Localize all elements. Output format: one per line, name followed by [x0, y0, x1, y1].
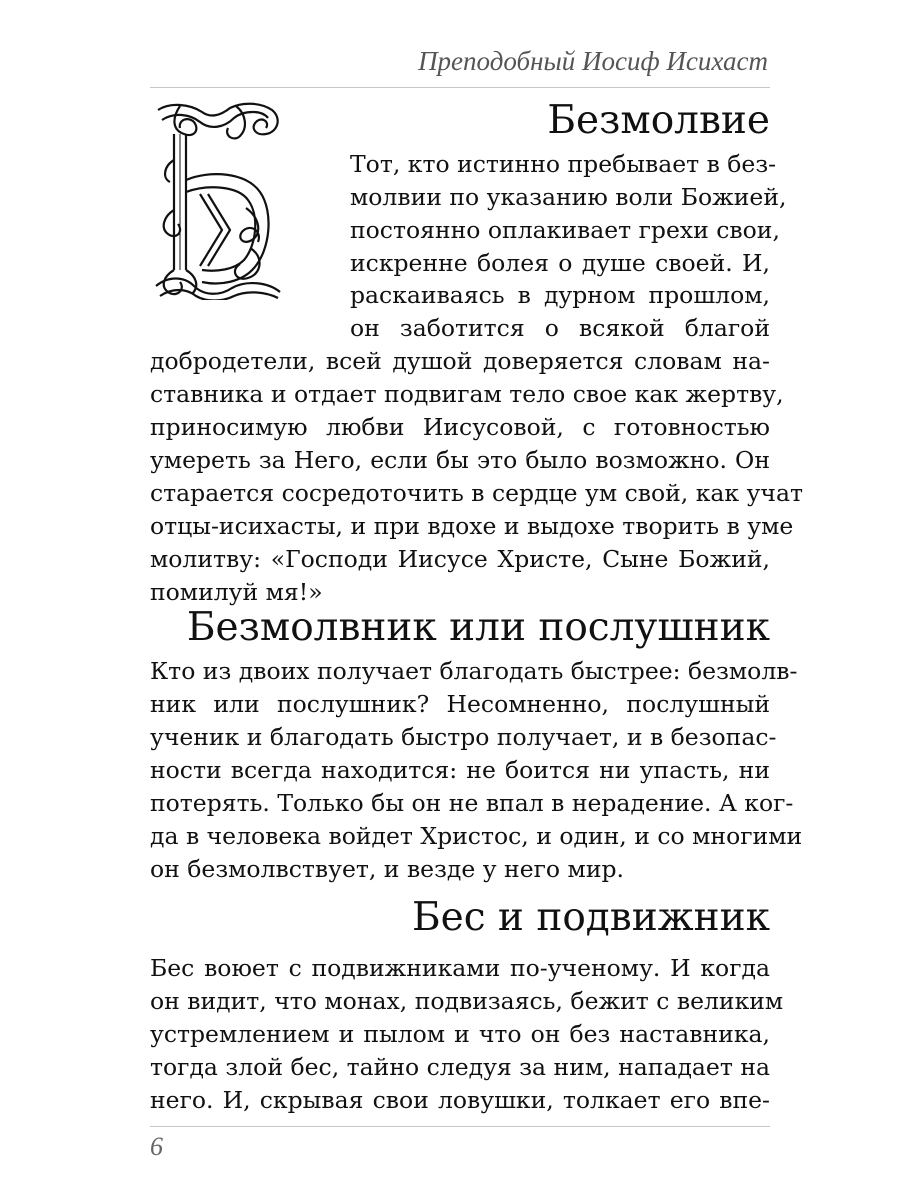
- text-line: он видит, что монах, подвизаясь, бежит с великим: [150, 987, 784, 1015]
- text-line: него. И, скрывая свои ловушки, толкает его впе-: [150, 1086, 770, 1114]
- text-line: умереть за Него, если бы это было возможно. Он: [150, 446, 770, 474]
- text-line: молвии по указанию воли Божией,: [350, 183, 787, 211]
- text-line: раскаиваясь в дурном прошлом,: [350, 281, 770, 309]
- heading-bezmolvnik-ili-poslushnik: Безмолвник или послушник: [186, 605, 770, 650]
- text-line: ник или послушник? Несомненно, послушный: [150, 690, 770, 718]
- text-line: ставника и отдает подвигам тело свое как жертву,: [150, 380, 784, 408]
- text-line: искренне болея о душе своей. И,: [350, 249, 770, 277]
- page-number: 6: [150, 1132, 163, 1161]
- running-header: Преподобный Иосиф Исихаст: [418, 46, 768, 76]
- text-line: добродетели, всей душой доверяется словам на-: [150, 347, 770, 375]
- text-line: отцы-исихасты, и при вдохе и выдохе творить в уме: [150, 512, 794, 540]
- text-line: Кто из двоих получает благодать быстрее: безмолв-: [150, 657, 798, 685]
- header-rule: [150, 87, 770, 88]
- text-line: устремлением и пылом и что он без наставника,: [150, 1020, 770, 1048]
- text-line: Тот, кто истинно пребывает в без-: [350, 150, 777, 178]
- text-line: приносимую любви Иисусовой, с готовностью: [150, 413, 770, 441]
- text-line: Бес воюет с подвижниками по-ученому. И когда: [150, 954, 770, 982]
- text-line: ученик и благодать быстро получает, и в безопас-: [150, 723, 777, 751]
- text-line: потерять. Только бы он не впал в нерадение. А ког-: [150, 789, 794, 817]
- text-line: он безмолвствует, и везде у него мир.: [150, 855, 624, 883]
- heading-bes-i-podvizhnik: Бес и подвижник: [411, 895, 770, 940]
- text-line: тогда злой бес, тайно следуя за ним, нападает на: [150, 1053, 770, 1081]
- text-line: да в человека войдет Христос, и один, и со многими: [150, 822, 803, 850]
- footer-rule: [150, 1126, 770, 1127]
- text-line: молитву: «Господи Иисусе Христе, Сыне Божий,: [150, 545, 770, 573]
- text-line: старается сосредоточить в сердце ум свой, как учат: [150, 479, 803, 507]
- heading-bezmolvie: Безмолвие: [547, 98, 770, 143]
- text-line: ности всегда находится: не боится ни упасть, ни: [150, 756, 770, 784]
- text-line: постоянно оплакивает грехи свои,: [350, 216, 780, 244]
- text-line: помилуй мя!»: [150, 578, 323, 606]
- text-line: он заботится о всякой благой: [350, 314, 770, 342]
- ornamental-dropcap-b: [150, 100, 296, 300]
